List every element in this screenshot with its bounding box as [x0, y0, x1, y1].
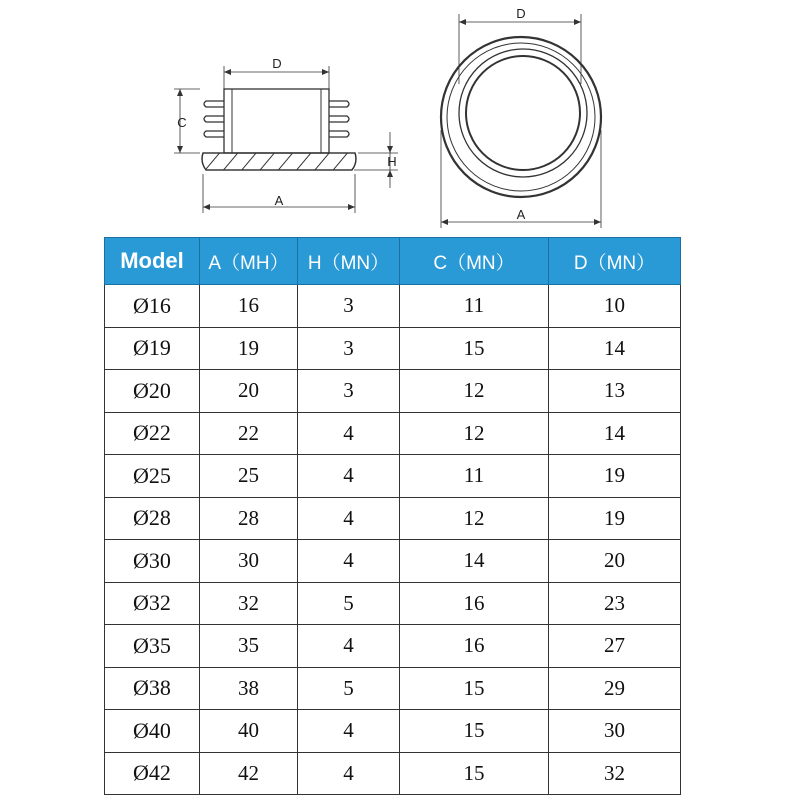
technical-drawings [0, 0, 800, 235]
cell-h: 4 [298, 540, 400, 583]
cell-a: 22 [200, 412, 298, 455]
header-c: C（MN） [400, 238, 549, 285]
header-a: A（MH） [200, 238, 298, 285]
right-fins [329, 101, 349, 137]
table-row [105, 582, 681, 625]
cell-model: Ø22 [105, 412, 200, 455]
cell-a: 25 [200, 455, 298, 498]
cell-d: 23 [549, 582, 681, 625]
cell-model: Ø32 [105, 582, 200, 625]
cell-d: 14 [549, 412, 681, 455]
cell-c: 12 [400, 497, 549, 540]
cell-c: 15 [400, 752, 549, 795]
table-row [105, 412, 681, 455]
top-a-label: A [516, 207, 526, 222]
cell-h: 4 [298, 752, 400, 795]
cell-h: 4 [298, 497, 400, 540]
cell-model: Ø20 [105, 370, 200, 413]
inner-ring [466, 56, 580, 170]
cell-model: Ø40 [105, 710, 200, 753]
cell-c: 12 [400, 412, 549, 455]
cell-model: Ø30 [105, 540, 200, 583]
cell-d: 32 [549, 752, 681, 795]
cell-a: 16 [200, 285, 298, 328]
cell-a: 40 [200, 710, 298, 753]
cell-a: 20 [200, 370, 298, 413]
table-row [105, 710, 681, 753]
spec-table [104, 237, 681, 795]
cell-model: Ø38 [105, 667, 200, 710]
table-row [105, 497, 681, 540]
table-row [105, 540, 681, 583]
header-h: H（MN） [298, 238, 400, 285]
cell-c: 11 [400, 285, 549, 328]
left-fins [204, 101, 224, 137]
cell-h: 3 [298, 285, 400, 328]
cell-h: 5 [298, 667, 400, 710]
table-row [105, 327, 681, 370]
cell-c: 12 [400, 370, 549, 413]
cell-a: 28 [200, 497, 298, 540]
cell-model: Ø19 [105, 327, 200, 370]
side-c-label: C [177, 115, 187, 130]
table-row [105, 455, 681, 498]
cell-a: 42 [200, 752, 298, 795]
cell-d: 19 [549, 497, 681, 540]
header-model: Model [105, 238, 200, 285]
table-row [105, 285, 681, 328]
cell-h: 3 [298, 370, 400, 413]
cell-model: Ø16 [105, 285, 200, 328]
hatched-flange [202, 153, 356, 170]
plug-body [224, 89, 329, 153]
cell-c: 16 [400, 582, 549, 625]
cell-h: 4 [298, 625, 400, 668]
cell-h: 4 [298, 412, 400, 455]
side-view-drawing [174, 66, 398, 213]
cell-a: 32 [200, 582, 298, 625]
cell-a: 19 [200, 327, 298, 370]
table-header-row [105, 238, 681, 285]
cell-h: 4 [298, 455, 400, 498]
cell-h: 4 [298, 710, 400, 753]
cell-a: 30 [200, 540, 298, 583]
side-h-label: H [387, 154, 397, 169]
cell-c: 15 [400, 710, 549, 753]
cell-d: 13 [549, 370, 681, 413]
cell-model: Ø42 [105, 752, 200, 795]
cell-model: Ø28 [105, 497, 200, 540]
table-row [105, 370, 681, 413]
cell-h: 5 [298, 582, 400, 625]
cell-a: 38 [200, 667, 298, 710]
cell-d: 30 [549, 710, 681, 753]
cell-c: 15 [400, 327, 549, 370]
cell-c: 16 [400, 625, 549, 668]
cell-d: 29 [549, 667, 681, 710]
table-row [105, 625, 681, 668]
cell-c: 11 [400, 455, 549, 498]
table-row [105, 752, 681, 795]
side-d-label: D [272, 56, 282, 71]
cell-h: 3 [298, 327, 400, 370]
header-d: D（MN） [549, 238, 681, 285]
top-d-label: D [516, 6, 526, 21]
side-a-label: A [274, 193, 284, 208]
cell-c: 14 [400, 540, 549, 583]
cell-d: 14 [549, 327, 681, 370]
cell-model: Ø35 [105, 625, 200, 668]
cell-d: 27 [549, 625, 681, 668]
table-row [105, 667, 681, 710]
cell-c: 15 [400, 667, 549, 710]
outer-ring [441, 37, 601, 197]
top-view-drawing [441, 14, 601, 228]
cell-model: Ø25 [105, 455, 200, 498]
cell-d: 19 [549, 455, 681, 498]
cell-d: 20 [549, 540, 681, 583]
cell-d: 10 [549, 285, 681, 328]
cell-a: 35 [200, 625, 298, 668]
